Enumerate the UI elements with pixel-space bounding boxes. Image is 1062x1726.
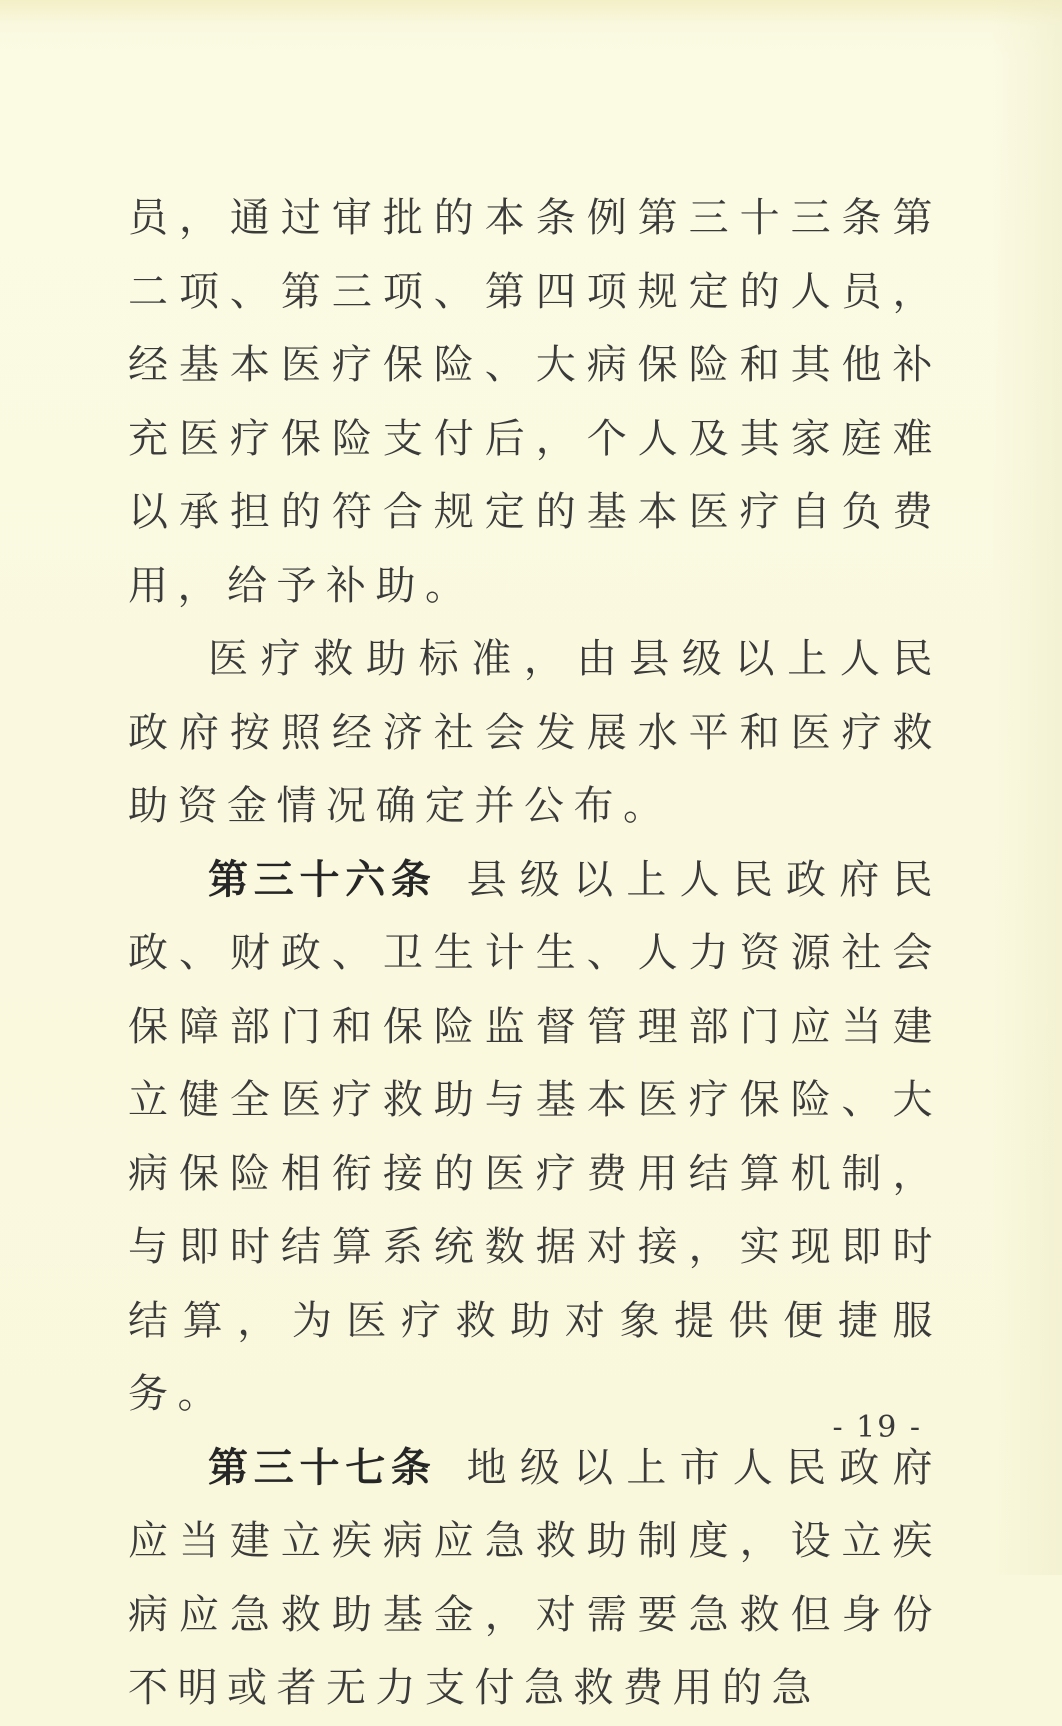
article-37 xyxy=(128,1432,942,1726)
paragraph-2 xyxy=(128,623,942,844)
body-text xyxy=(128,182,942,1726)
paragraph-2-text: 医疗救助标准，由县级以上人民政府按照经济社会发展水平和医疗救助资金情况确定并公布。 xyxy=(128,636,942,829)
article-37-heading: 第三十七条 xyxy=(208,1444,437,1491)
article-36-text: 县级以上人民政府民政、财政、卫生计生、人力资源社会保障部门和保险监督管理部门应当建立健全医疗救助与基本医疗保险、大病保险相衔接的医疗费用结算机制，与即时结算系统数据对接，实现即时结算，为医疗救助对象提供便捷服务。 xyxy=(128,856,943,1417)
article-36 xyxy=(128,844,942,1432)
paragraph-1-text: 员，通过审批的本条例第三十三条第二项、第三项、第四项规定的人员，经基本医疗保险、大病保险和其他补充医疗保险支付后，个人及其家庭难以承担的符合规定的基本医疗自负费用，给予补助。 xyxy=(128,195,942,609)
page-number: - 19 - xyxy=(832,1410,922,1445)
paragraph-1 xyxy=(128,182,942,623)
article-37-text: 地级以上市人民政府应当建立疾病应急救助制度，设立疾病应急救助基金，对需要急救但身份不明或者无力支付急救费用的急 xyxy=(128,1444,943,1711)
article-36-heading: 第三十六条 xyxy=(208,856,437,903)
